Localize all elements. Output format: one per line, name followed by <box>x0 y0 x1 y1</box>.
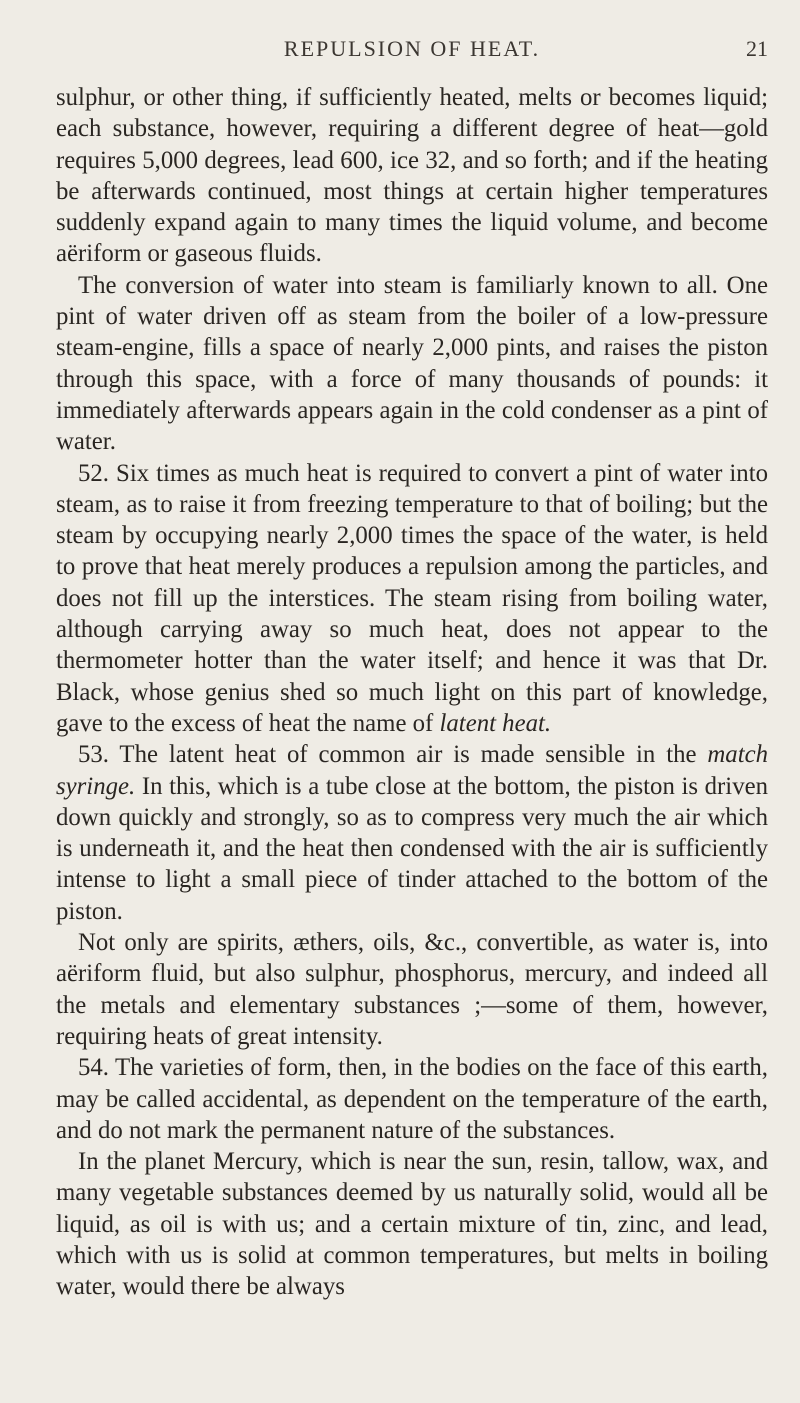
paragraph <box>56 1052 768 1146</box>
text-segment: Not only are spirits, æthers, oils, &c., convertible, as water is, into aëriform fluid, but also sulphur, phosphorus, mercury, and indeed all the metals and elementary substances ;—some of them, however, requiring heats of great intensity. <box>56 929 768 1050</box>
italic-term: latent heat. <box>439 709 552 737</box>
text-segment: In the planet Mercury, which is near the sun, resin, tallow, wax, and many vegetable substances deemed by us naturally solid, would all be liquid, as oil is with us; and a certain mixture of tin, zinc, and lead, which with us is solid at common temperatures, but melts in boiling water, would there be always <box>56 1148 768 1301</box>
paragraph <box>56 270 768 458</box>
paragraph <box>56 458 768 740</box>
text-segment: sulphur, or other thing, if sufficiently heated, melts or becomes liquid; each substance, however, requiring a different degree of heat—gold requires 5,000 degrees, lead 600, ice 32, and so forth; and if the heating be afterwards continued, most things at certain higher temperatures suddenly expand again to many times the liquid volume, and become aëriform or gaseous fluids. <box>56 84 768 268</box>
body-text <box>56 82 768 1303</box>
text-segment: The conversion of water into steam is familiarly known to all. One pint of water driven off as steam from the boiler of a low-pressure steam-engine, fills a space of nearly 2,000 pints, and raises the piston through this space, with a force of many thousands of pounds: it immediately afterwards appears again in the cold condenser as a pint of water. <box>56 271 768 456</box>
text-segment: 54. The varieties of form, then, in the bodies on the face of this earth, may be called accidental, as dependent on the temperature of the earth, and do not mark the permanent nature of the substances. <box>56 1054 768 1144</box>
italic-term: match syringe. <box>56 741 768 800</box>
running-title: REPULSION OF HEAT. <box>283 36 541 61</box>
paragraph <box>56 82 768 270</box>
running-header <box>56 36 768 76</box>
page-number: 21 <box>746 36 768 61</box>
text-segment: 53. The latent heat of common air is made sensible in the <box>78 741 708 769</box>
paragraph <box>56 927 768 1052</box>
text-segment: In this, which is a tube close at the bottom, the piston is driven down quickly and strongly, so as to compress very much the air which is underneath it, and the heat then condensed with the air is sufficiently intense to light a small piece of tinder attached to the bottom of the piston. <box>56 772 768 925</box>
text-segment: 52. Six times as much heat is required to convert a pint of water into steam, as to raise it from freezing temperature to that of boiling; but the steam by occupying nearly 2,000 times the space of the water, is held to prove that heat merely produces a repulsion among the particles, and does not fill up the interstices. The steam rising from boiling water, although carrying away so much heat, does not appear to the thermometer hotter than the water itself; and hence it was that Dr. Black, whose genius shed so much light on this part of knowledge, gave to the excess of heat the name of <box>56 459 768 737</box>
paragraph <box>56 739 768 927</box>
paragraph <box>56 1146 768 1302</box>
